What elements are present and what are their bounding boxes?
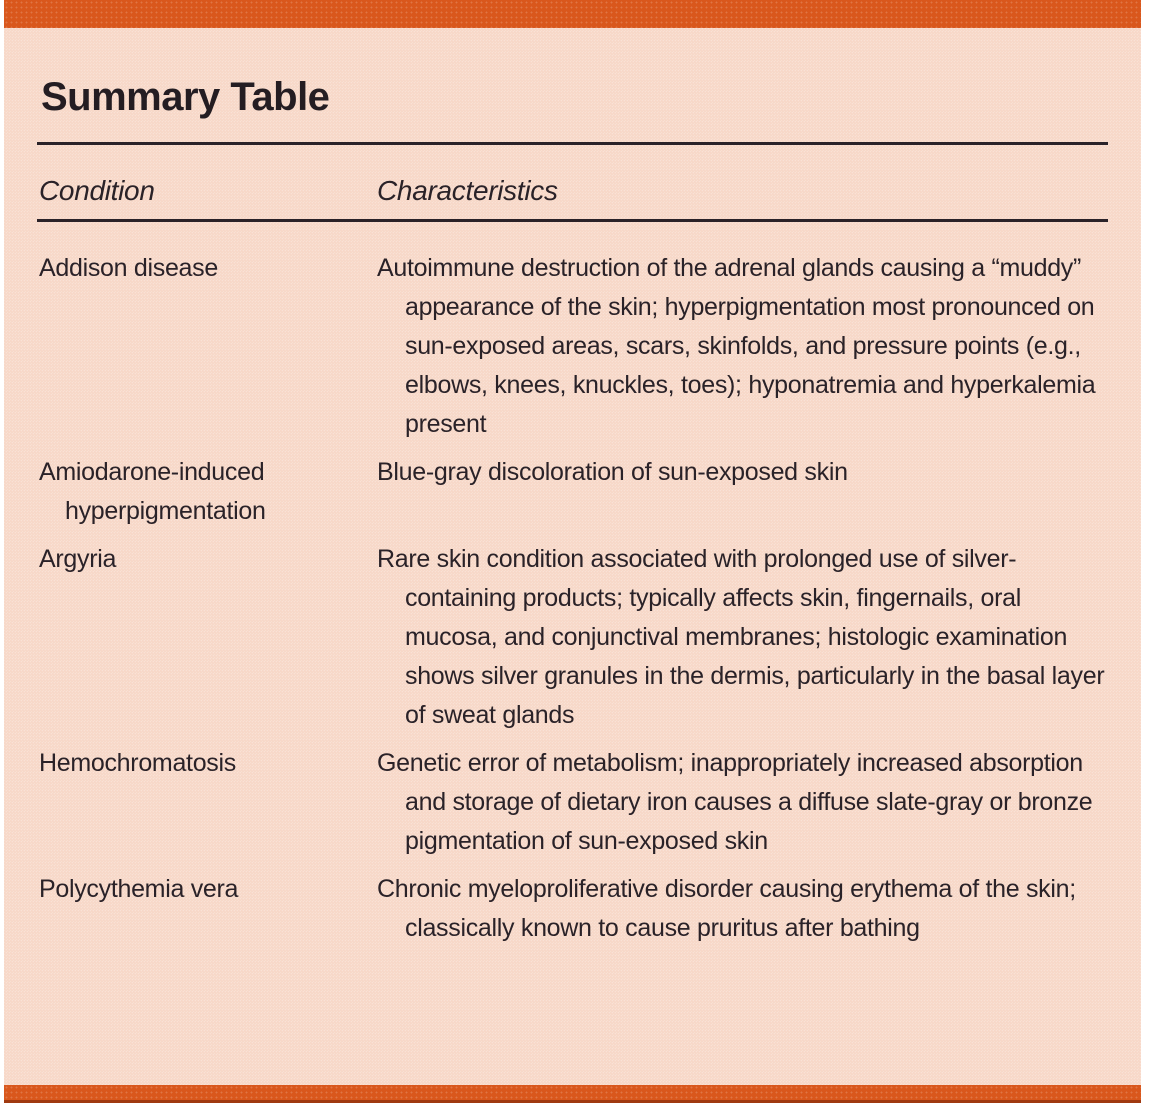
condition-cell: Addison disease bbox=[39, 254, 218, 282]
characteristics-cell: Chronic myeloproliferative disorder causing erythema of the skin; classically known to cause pruritus after bathing bbox=[377, 875, 1076, 942]
condition-cell: Amiodarone-induced hyperpigmentation bbox=[39, 458, 266, 525]
divider-header bbox=[37, 219, 1108, 222]
top-accent-bar bbox=[4, 0, 1141, 28]
condition-cell: Polycythemia vera bbox=[39, 875, 239, 903]
table-panel bbox=[4, 28, 1141, 1085]
figure-title: Summary Table bbox=[41, 75, 330, 119]
characteristics-cell: Autoimmune destruction of the adrenal glands causing a “muddy” appearance of the skin; hyperpigmentation most pronounced on sun-exposed areas, scars, skinfolds, and pressure points (e.g., elbows, knees, knuckles, toes); hyponatremia and hyperkalemia present bbox=[377, 254, 1096, 438]
characteristics-cell: Blue-gray discoloration of sun-exposed skin bbox=[377, 458, 848, 486]
table-row bbox=[37, 744, 1108, 861]
summary-table-figure bbox=[4, 0, 1141, 1103]
table-body bbox=[37, 249, 1108, 948]
characteristics-cell: Rare skin condition associated with prolonged use of silver-containing products; typically affects skin, fingernails, oral mucosa, and conjunctival membranes; histologic examination shows silver granules in the dermis, particularly in the basal layer of sweat glands bbox=[377, 545, 1105, 729]
characteristics-cell: Genetic error of metabolism; inappropriately increased absorption and storage of dietary iron causes a diffuse slate-gray or bronze pigmentation of sun-exposed skin bbox=[377, 749, 1093, 855]
bottom-accent-bar bbox=[4, 1085, 1141, 1103]
table-row bbox=[37, 249, 1108, 444]
column-header-characteristics: Characteristics bbox=[377, 175, 558, 206]
table-header-row bbox=[37, 174, 1108, 208]
column-header-condition: Condition bbox=[39, 175, 155, 206]
divider-top bbox=[37, 142, 1108, 145]
condition-cell: Hemochromatosis bbox=[39, 749, 236, 777]
table-row bbox=[37, 870, 1108, 948]
table-row bbox=[37, 540, 1108, 735]
table-row bbox=[37, 453, 1108, 531]
condition-cell: Argyria bbox=[39, 545, 117, 573]
